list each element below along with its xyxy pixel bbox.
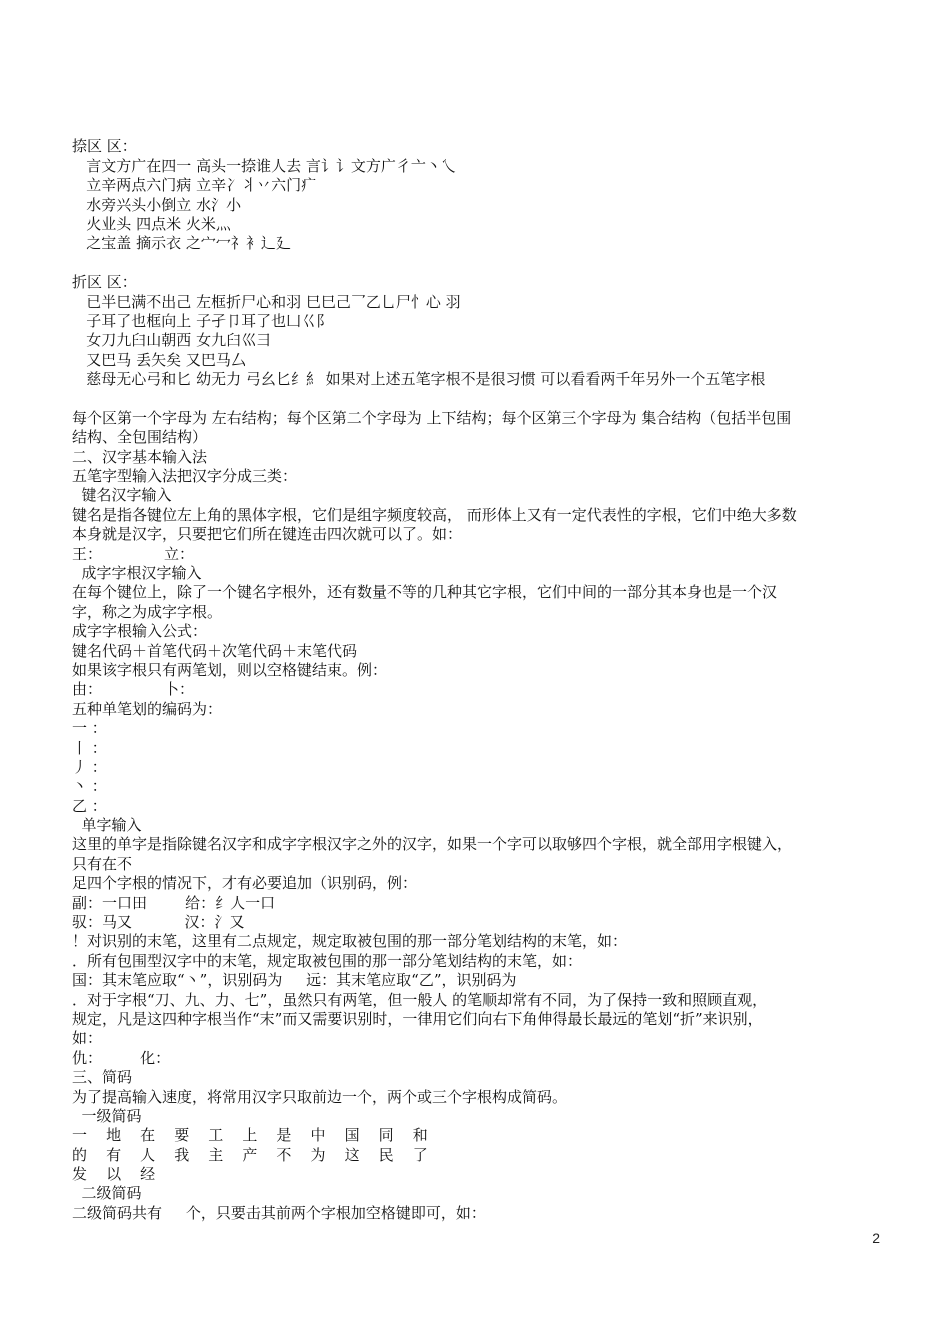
text-line: 二、汉字基本输入法 — [72, 447, 208, 466]
text-line: 的 有 人 我 主 产 不 为 这 民 了 — [72, 1145, 428, 1164]
text-line: 丨 ： — [72, 738, 107, 757]
text-line: 在每个键位上，除了一个键名字根外，还有数量不等的几种其它字根，它们中间的一部分其本身也是一个汉 — [72, 583, 778, 602]
text-line: ！对识别的末笔，这里有二点规定，规定取被包围的那一部分笔划结构的末笔，如： — [72, 932, 628, 951]
text-line — [72, 389, 938, 408]
text-line: 由： 卜： — [72, 680, 194, 699]
text-line: 女刀九臼山朝西 女九臼巛彐 — [72, 331, 272, 350]
text-line: 单字输入 — [72, 816, 142, 835]
text-line: 只有在不 — [72, 854, 133, 873]
text-line: 子耳了也框向上 子孑卩耳了也凵巜阝 — [72, 311, 332, 330]
text-line: 折区 区： — [72, 273, 137, 292]
text-line: 水旁兴头小倒立 水氵小 — [72, 195, 242, 214]
text-line: 国：其末笔应取“丶”，识别码为 远：其末笔应取“乙”，识别码为 — [72, 971, 517, 990]
text-line: 丿 ： — [72, 757, 107, 776]
text-line: 本身就是汉字，只要把它们所在键连击四次就可以了。如： — [72, 525, 463, 544]
text-line: 三、简码 — [72, 1068, 133, 1087]
text-line: 驭：马又 汉：氵又 — [72, 913, 245, 932]
text-line: 键名汉字输入 — [72, 486, 172, 505]
text-line: 键名代码＋首笔代码＋次笔代码＋末笔代码 — [72, 641, 358, 660]
text-line: 立辛两点六门病 立辛冫丬丷六门疒 — [72, 176, 317, 195]
text-line — [72, 254, 938, 273]
text-line: 副：一口田 给：纟人一口 — [72, 893, 276, 912]
text-line: 五笔字型输入法把汉字分成三类： — [72, 467, 298, 486]
text-line: 火业头 四点米 火米灬 — [72, 214, 231, 233]
text-line: 字，称之为成字字根。 — [72, 602, 223, 621]
text-line: 五种单笔划的编码为： — [72, 699, 223, 718]
text-line: ．所有包围型汉字中的末笔，规定取被包围的那一部分笔划结构的末笔，如： — [72, 951, 583, 970]
text-line — [72, 118, 938, 137]
text-line: 成字字根输入公式： — [72, 622, 208, 641]
text-line: 已半巳满不出己 左框折尸心和羽 巳巳己乛乙乚尸忄心 羽 — [72, 292, 461, 311]
text-line: 如果该字根只有两笔划，则以空格键结束。例： — [72, 660, 388, 679]
text-line: 结构、全包围结构） — [72, 428, 208, 447]
text-line: 这里的单字是指除键名汉字和成字字根汉字之外的汉字，如果一个字可以取够四个字根，就全部用字根键入， — [72, 835, 793, 854]
text-line: 发 以 经 — [72, 1165, 156, 1184]
text-line: ．对于字根“刀、九、力、七”，虽然只有两笔，但一般人 的笔顺却常有不同，为了保持一致和照顾直观， — [72, 990, 768, 1009]
text-line: 二级简码共有 个，只要击其前两个字根加空格键即可，如： — [72, 1203, 486, 1222]
text-line: 之宝盖 摘示衣 之宀冖礻衤辶廴 — [72, 234, 291, 253]
text-line: 一 ： — [72, 719, 107, 738]
text-line: 一级简码 — [72, 1106, 142, 1125]
text-line: 乙 ： — [72, 796, 107, 815]
text-line: 又巴马 丢矢矣 又巴马厶 — [72, 350, 246, 369]
text-line: 键名是指各键位左上角的黑体字根，它们是组字频度较高， 而形体上又有一定代表性的字根，它们中绝大多数 — [72, 505, 797, 524]
text-line: 成字字根汉字输入 — [72, 563, 202, 582]
page-number: 2 — [872, 1230, 880, 1246]
text-line: 捺区 区： — [72, 137, 137, 156]
document-body — [72, 118, 938, 1223]
text-line: 慈母无心弓和匕 幼无力 弓幺匕纟糹 如果对上述五笔字根不是很习惯 可以看看两千年另外一个五笔字根 — [72, 370, 766, 389]
text-line: 为了提高输入速度，将常用汉字只取前边一个，两个或三个字根构成简码。 — [72, 1087, 568, 1106]
text-line: 每个区第一个字母为 左右结构；每个区第二个字母为 上下结构；每个区第三个字母为 集合结构（包括半包围 — [72, 408, 792, 427]
text-line: 二级简码 — [72, 1184, 142, 1203]
text-line: 丶 ： — [72, 777, 107, 796]
text-line: 一 地 在 要 工 上 是 中 国 同 和 — [72, 1126, 428, 1145]
text-line: 足四个字根的情况下，才有必要追加（识别码，例： — [72, 874, 418, 893]
text-line: 仇： 化： — [72, 1048, 171, 1067]
text-line: 王： 立： — [72, 544, 194, 563]
text-line: 规定，凡是这四种字根当作“末”而又需要识别时，一律用它们向右下角伸得最长最远的笔划“折”来识别， — [72, 1009, 763, 1028]
text-line: 言文方广在四一 高头一捺谁人去 言讠讠文方广彳亠丶乀 — [72, 156, 456, 175]
text-line: 如： — [72, 1029, 103, 1048]
